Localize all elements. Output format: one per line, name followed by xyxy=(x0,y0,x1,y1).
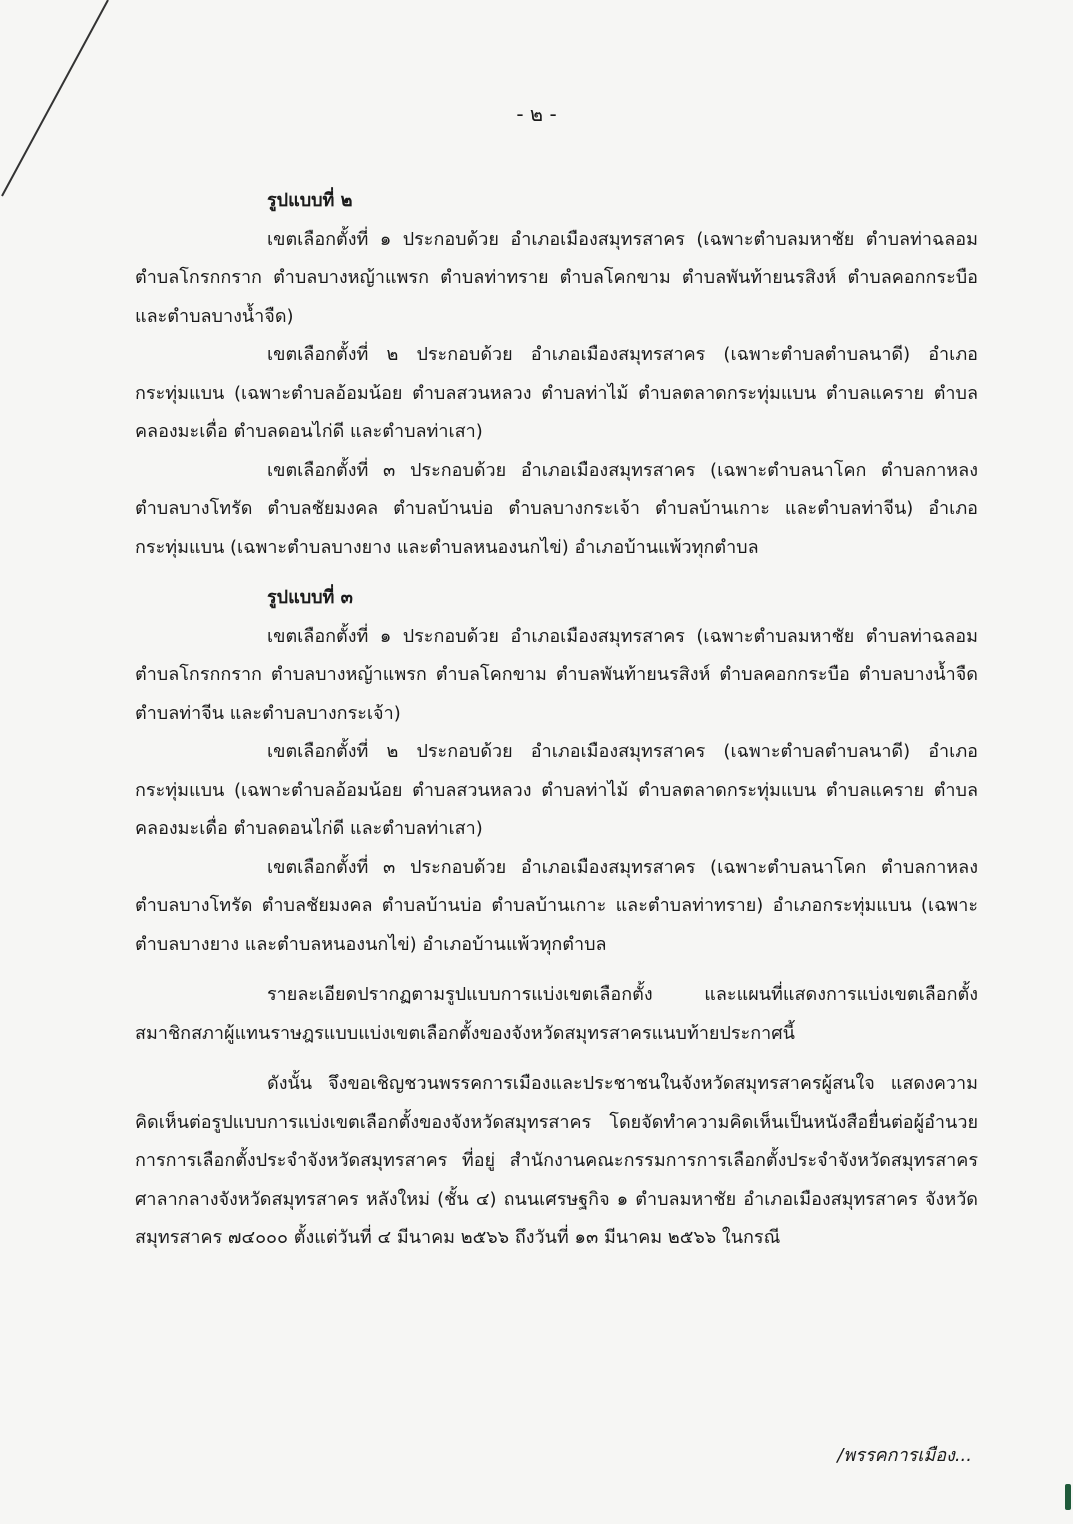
details-paragraph: รายละเอียดปรากฏตามรูปแบบการแบ่งเขตเลือกตั้ง และแผนที่แสดงการแบ่งเขตเลือกตั้งสมาชิกสภาผู้แทนราษฎรแบบแบ่งเขตเลือกตั้งของจังหวัดสมุทรสาครแนบท้ายประกาศนี้ xyxy=(135,984,978,1044)
section-format-3 xyxy=(135,579,978,964)
section-heading: รูปแบบที่ ๓ xyxy=(267,587,353,608)
spacer xyxy=(135,964,978,976)
district-3-paragraph: เขตเลือกตั้งที่ ๓ ประกอบด้วย อำเภอเมืองสมุทรสาคร (เฉพาะตำบลนาโคก ตำบลกาหลง ตำบลบางโทรัด ตำบลชัยมงคล ตำบลบ้านบ่อ ตำบลบ้านเกาะ และตำบลท่าทราย) อำเภอกระทุ่มแบน (เฉพาะตำบลบางยาง และตำบลหนองนกไข่) อำเภอบ้านแพ้วทุกตำบล xyxy=(135,856,978,955)
spacer xyxy=(135,1053,978,1065)
spacer xyxy=(135,567,978,579)
district-1-paragraph: เขตเลือกตั้งที่ ๑ ประกอบด้วย อำเภอเมืองสมุทรสาคร (เฉพาะตำบลมหาชัย ตำบลท่าฉลอม ตำบลโกรกกราก ตำบลบางหญ้าแพรก ตำบลโคกขาม ตำบลพันท้ายนรสิงห์ ตำบลคอกกระบือ ตำบลบางน้ำจืด ตำบลท่าจีน และตำบลบางกระเจ้า) xyxy=(135,625,978,724)
page-number: - ๒ - xyxy=(516,102,557,126)
section-heading: รูปแบบที่ ๒ xyxy=(267,190,353,211)
invitation-paragraph: ดังนั้น จึงขอเชิญชวนพรรคการเมืองและประชาชนในจังหวัดสมุทรสาครผู้สนใจ แสดงความคิดเห็นต่อรูปแบบการแบ่งเขตเลือกตั้งของจังหวัดสมุทรสาคร โดยจัดทำความคิดเห็นเป็นหนังสือยื่นต่อผู้อำนวยการการเลือกตั้งประจำจังหวัดสมุทรสาคร ที่อยู่ สำนักงานคณะกรรมการการเลือกตั้งประจำจังหวัดสมุทรสาคร ศาลากลางจังหวัดสมุทรสาคร หลังใหม่ (ชั้น ๔) ถนนเศรษฐกิจ ๑ ตำบลมหาชัย อำเภอเมืองสมุทรสาคร จังหวัดสมุทรสาคร ๗๔๐๐๐ ตั้งแต่วันที่ ๔ มีนาคม ๒๕๖๖ ถึงวันที่ ๑๓ มีนาคม ๒๕๖๖ ในกรณี xyxy=(135,1073,978,1248)
section-format-2 xyxy=(135,182,978,567)
edge-mark xyxy=(1065,1484,1071,1510)
district-3-paragraph: เขตเลือกตั้งที่ ๓ ประกอบด้วย อำเภอเมืองสมุทรสาคร (เฉพาะตำบลนาโคก ตำบลกาหลง ตำบลบางโทรัด ตำบลชัยมงคล ตำบลบ้านบ่อ ตำบลบางกระเจ้า ตำบลบ้านเกาะ และตำบลท่าจีน) อำเภอกระทุ่มแบน (เฉพาะตำบลบางยาง และตำบลหนองนกไข่) อำเภอบ้านแพ้วทุกตำบล xyxy=(135,459,978,558)
district-1-paragraph: เขตเลือกตั้งที่ ๑ ประกอบด้วย อำเภอเมืองสมุทรสาคร (เฉพาะตำบลมหาชัย ตำบลท่าฉลอม ตำบลโกรกกราก ตำบลบางหญ้าแพรก ตำบลท่าทราย ตำบลโคกขาม ตำบลพันท้ายนรสิงห์ ตำบลคอกกระบือ และตำบลบางน้ำจืด) xyxy=(135,228,978,327)
district-2-paragraph: เขตเลือกตั้งที่ ๒ ประกอบด้วย อำเภอเมืองสมุทรสาคร (เฉพาะตำบลตำบลนาดี) อำเภอกระทุ่มแบน (เฉพาะตำบลอ้อมน้อย ตำบลสวนหลวง ตำบลท่าไม้ ตำบลตลาดกระทุ่มแบน ตำบลแคราย ตำบลคลองมะเดื่อ ตำบลดอนไก่ดี และตำบลท่าเสา) xyxy=(135,344,978,442)
document-body xyxy=(135,182,978,1258)
district-2-paragraph: เขตเลือกตั้งที่ ๒ ประกอบด้วย อำเภอเมืองสมุทรสาคร (เฉพาะตำบลตำบลนาดี) อำเภอกระทุ่มแบน (เฉพาะตำบลอ้อมน้อย ตำบลสวนหลวง ตำบลท่าไม้ ตำบลตลาดกระทุ่มแบน ตำบลแคราย ตำบลคลองมะเดื่อ ตำบลดอนไก่ดี และตำบลท่าเสา) xyxy=(135,741,978,839)
continuation-note: /พรรคการเมือง... xyxy=(837,1445,972,1466)
